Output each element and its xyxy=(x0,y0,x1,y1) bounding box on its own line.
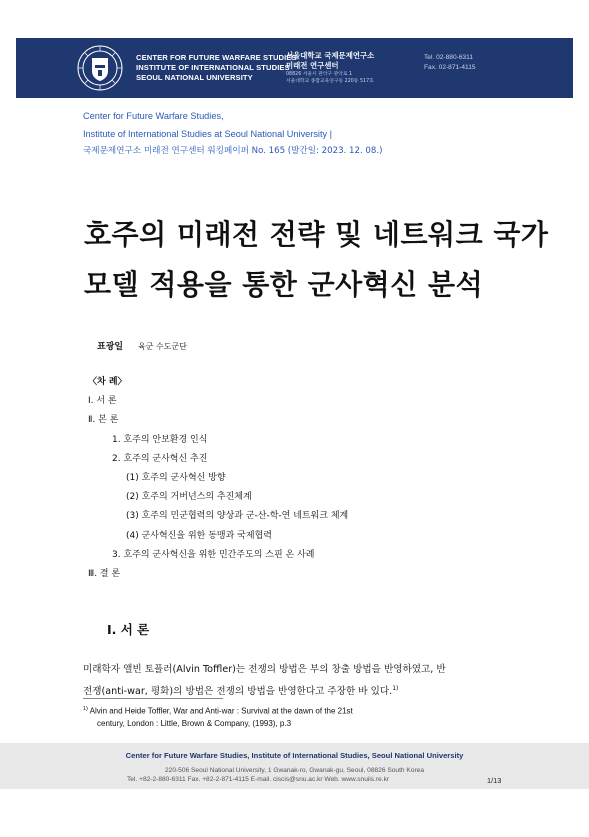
source-block xyxy=(83,108,382,161)
page-number: 1/13 xyxy=(487,776,502,785)
footnote-line: century, London : Little, Brown & Company, (1993), p.3 xyxy=(97,718,292,728)
footnote-line xyxy=(83,703,513,718)
footnote-ref[interactable]: 1) xyxy=(392,685,399,692)
header-en-block xyxy=(136,53,297,83)
toc-item: 1. 호주의 안보환경 인식 xyxy=(112,434,208,445)
header-kr-block xyxy=(286,51,374,85)
footnote-mark: 1) xyxy=(83,706,88,712)
footer-contact: Tel. +82-2-880-6311 Fax. +82-2-871-4115 E-mail. ciscis@snu.ac.kr Web. www.snuiis.re.kr xyxy=(127,776,390,783)
header-en-line: INSTITUTE OF INTERNATIONAL STUDIES xyxy=(136,63,290,72)
snu-logo-icon xyxy=(76,44,124,92)
author-affiliation: 육군 수도군단 xyxy=(137,342,187,351)
toc-heading: 〈차 례〉 xyxy=(88,377,127,387)
header-en-line: SEOUL NATIONAL UNIVERSITY xyxy=(136,73,253,82)
header-fax: Fax. 02-871-4115 xyxy=(424,64,476,71)
body-paragraph xyxy=(83,660,513,701)
title-line: 호주의 미래전 전략 및 네트워크 국가 xyxy=(84,218,549,251)
source-line: Center for Future Warfare Studies, xyxy=(83,111,224,121)
header-band xyxy=(16,38,573,98)
toc-item: 3. 호주의 군사혁신을 위한 민간주도의 스핀 온 사례 xyxy=(112,549,315,560)
author-name: 표광일 xyxy=(97,342,124,352)
source-line: Institute of International Studies at Seoul National University | xyxy=(83,128,333,139)
toc-item: (1) 호주의 군사혁신 방향 xyxy=(126,473,226,484)
footer-title: Center for Future Warfare Studies, Institute of International Studies, Seoul National University xyxy=(125,751,464,760)
toc-item: Ⅰ. 서 론 xyxy=(88,396,117,407)
section-heading: Ⅰ. 서 론 xyxy=(107,622,150,637)
header-en-line: CENTER FOR FUTURE WARFARE STUDIES xyxy=(136,53,297,62)
toc-item: Ⅲ. 결 론 xyxy=(88,569,121,580)
body-line-text: 전쟁(anti-war, 평화)의 방법은 전쟁의 방법을 반영한다고 주장한 바 있다. xyxy=(83,686,393,698)
author-line xyxy=(97,339,187,352)
toc-item: Ⅱ. 본 론 xyxy=(88,415,119,426)
toc-item: (4) 군사혁신을 위한 동맹과 국제협력 xyxy=(126,530,272,541)
body-line: 미래학자 앨빈 토플러(Alvin Toffler)는 전쟁의 방법은 부의 창출 방법을 반영하였고, 반 xyxy=(83,664,446,675)
page-title xyxy=(84,210,548,310)
footnote-divider xyxy=(83,698,223,699)
header-kr-line: 미래전 연구센터 xyxy=(286,61,339,70)
footnote xyxy=(83,703,513,730)
source-line: 국제문제연구소 미래전 연구센터 워킹페이퍼 No. 165 (발간일: 2023. 12. 08.) xyxy=(83,146,383,156)
footnote-text: Alvin and Heide Toffler, War and Anti-war : Survival at the dawn of the 21st xyxy=(87,706,353,716)
title-line: 모델 적용을 통한 군사혁신 분석 xyxy=(84,268,484,301)
footer-address: 220-506 Seoul National University, 1 Gwanak-ro, Gwanak-gu, Seoul, 08826 South Korea xyxy=(164,767,425,774)
header-tel: Tel. 02-880-6311 xyxy=(424,54,473,61)
footer xyxy=(0,743,589,789)
table-of-contents xyxy=(88,373,348,584)
header-kr-line: 서울대학교 국제문제연구소 xyxy=(286,51,375,60)
header-contact xyxy=(424,53,476,73)
toc-item: (2) 호주의 거버넌스의 추진체계 xyxy=(126,492,252,503)
toc-item: 2. 호주의 군사혁신 추진 xyxy=(112,453,208,464)
toc-item: (3) 호주의 민군협력의 양상과 군-산-학-연 네트워크 체계 xyxy=(126,511,349,522)
header-kr-address: 08826 서울시 관악구 관악로 1 xyxy=(286,72,353,77)
header-kr-address: 서울대학교 종합교육연구동 220동 517호 xyxy=(286,79,374,84)
